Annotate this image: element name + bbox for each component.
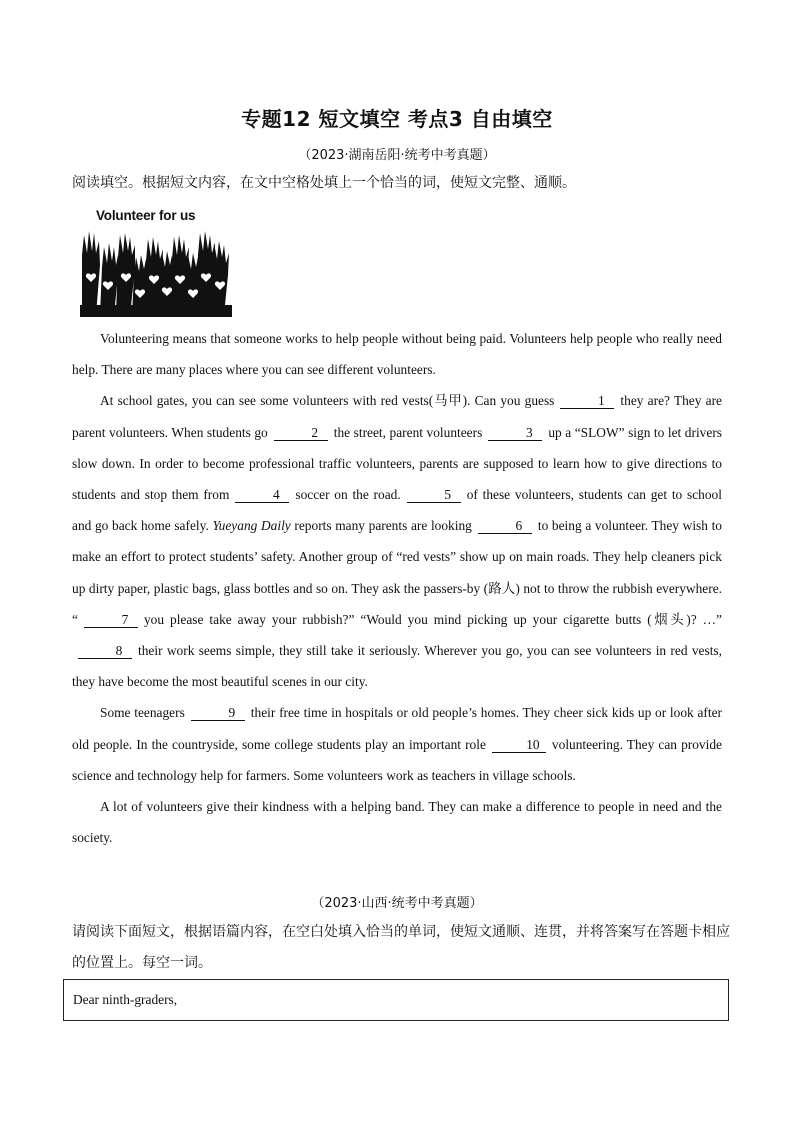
letter-box	[63, 979, 729, 1021]
volunteer-poster-image	[80, 205, 232, 317]
blank-3: 3	[488, 425, 542, 441]
blank-10: 10	[492, 737, 546, 753]
newspaper-name: Yueyang Daily	[212, 518, 291, 534]
poster-caption: Volunteer for us	[96, 208, 196, 223]
blank-4: 4	[235, 487, 289, 503]
blank-9: 9	[191, 705, 245, 721]
paragraph-4: A lot of volunteers give their kindness with a helping band. They can make a difference to people in need and the society.	[72, 799, 722, 846]
paragraph-3: Some teenagers 9 their free time in hospitals or old people’s homes. They cheer sick kids up or look after old people. In the countryside, some college students play an important role 10 volunteering. They can provide science and technology help for farmers. Some volunteers work as teachers in village schools.	[72, 705, 722, 783]
source-note-2: （2023·山西·统考中考真题）	[311, 896, 483, 911]
blank-1: 1	[560, 393, 614, 409]
blank-2: 2	[274, 425, 328, 441]
blank-8: 8	[78, 643, 132, 659]
blank-5: 5	[407, 487, 461, 503]
source-note-1: （2023·湖南岳阳·统考中考真题）	[298, 148, 496, 163]
blank-6: 6	[478, 518, 532, 534]
instruction-2: 请阅读下面短文，根据语篇内容，在空白处填入恰当的单词，使短文通顺、连贯，并将答案写在答题卡相应的位置上。每空一词。	[72, 924, 730, 971]
paragraph-1: Volunteering means that someone works to help people without being paid. Volunteers help people who really need help. There are many places where you can see different volunteers.	[72, 331, 722, 378]
page-title: 专题12 短文填空 考点3 自由填空	[241, 107, 553, 131]
reading-passage	[72, 323, 722, 853]
raised-hands-icon	[80, 205, 232, 317]
instruction-1: 阅读填空。根据短文内容，在文中空格处填上一个恰当的词，使短文完整、通顺。	[72, 175, 576, 191]
blank-7: 7	[84, 612, 138, 628]
letter-salutation: Dear ninth-graders,	[73, 992, 178, 1007]
paragraph-2: At school gates, you can see some volunteers with red vests(马甲). Can you guess 1 they are? They are parent volunteers. When students go 2 the street, parent volunteers 3 up a “SLOW” sign to let drivers slow down. In order to become professional traffic volunteers, parents are supposed to learn how to give directions to students and stop them from 4 soccer on the road. 5 of these volunteers, students can get to school and go back home safely. Yueyang Daily reports many parents are looking 6 to being a volunteer. They wish to make an effort to protect students’ safety. Another group of “red vests” show up on main roads. They help cleaners pick up dirty paper, plastic bags, glass bottles and so on. They ask the passers-by (路人) not to throw the rubbish everywhere. “ 7 you please take away your rubbish?” “Would you mind picking up your cigarette butts (烟头)? …”8 their work seems simple, they still take it seriously. Wherever you go, you can see volunteers in red vests, they have become the most beautiful scenes in our city.	[72, 393, 723, 690]
